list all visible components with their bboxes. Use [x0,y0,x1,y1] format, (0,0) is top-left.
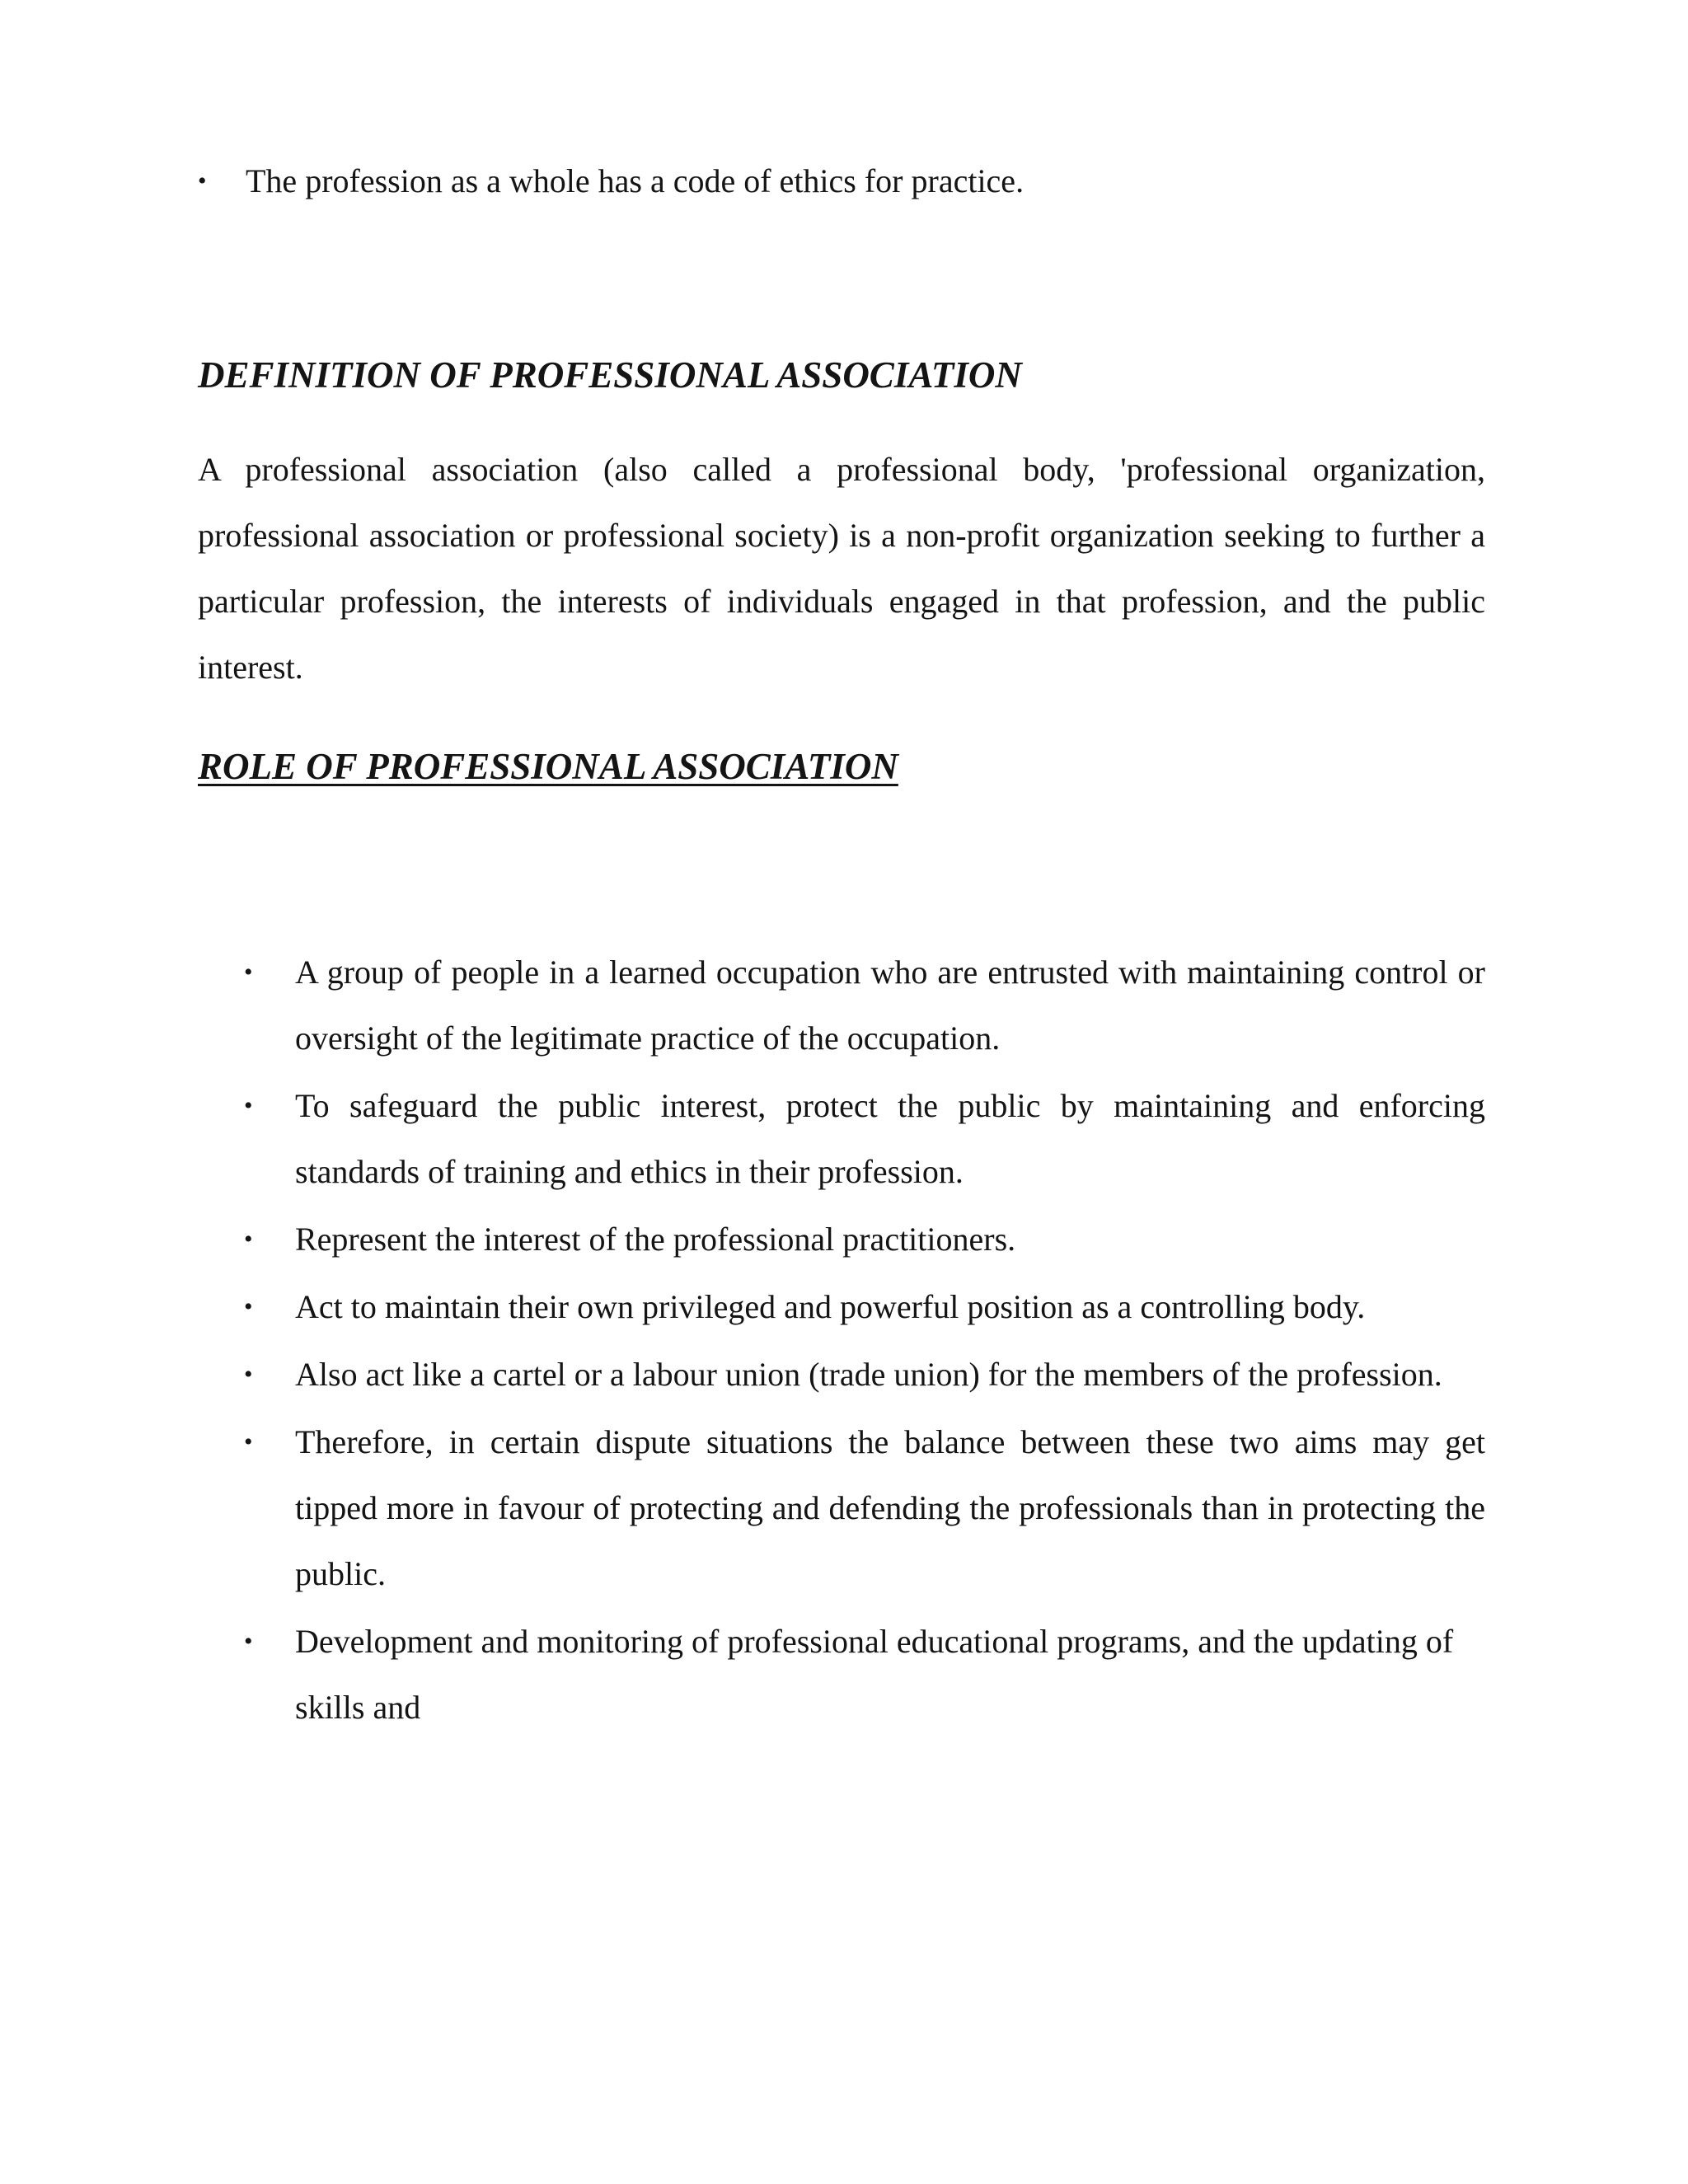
list-item-text: Act to maintain their own privileged and powerful position as a controlling body. [295,1288,1366,1325]
list-item-text: A group of people in a learned occupation who are entrusted with maintaining control or oversight of the legitimate practice of the occupation. [295,954,1485,1057]
list-item [244,1073,1485,1205]
bullet-icon: • [244,1226,253,1253]
list-item [244,1409,1485,1607]
list-item [244,1207,1485,1272]
intro-bullet-item [198,148,1485,214]
bullet-icon: • [244,1628,253,1655]
list-item [244,1274,1485,1340]
bullet-icon: • [244,1361,253,1388]
list-item-text: To safeguard the public interest, protect the public by maintaining and enforcing standards of training and ethics in their profession. [295,1087,1485,1190]
list-item-text: Represent the interest of the professional practitioners. [295,1221,1016,1258]
intro-bullet-text: The profession as a whole has a code of ethics for practice. [246,162,1025,199]
bullet-icon: • [244,1092,253,1119]
bullet-icon: • [198,167,207,194]
list-item [244,940,1485,1071]
bullet-icon: • [244,1428,253,1455]
bullet-icon: • [244,1293,253,1320]
list-item [244,1609,1485,1741]
list-item-text: Therefore, in certain dispute situations the balance between these two aims may get tipped more in favour of protecting and defending the professionals than in protecting the public. [295,1423,1485,1592]
list-item-text: Development and monitoring of professional educational programs, and the updating of skills and [295,1623,1454,1726]
list-item [244,1342,1485,1408]
role-heading: ROLE OF PROFESSIONAL ASSOCIATION [198,746,898,787]
list-item-text: Also act like a cartel or a labour union (trade union) for the members of the profession. [295,1356,1442,1393]
definition-heading: DEFINITION OF PROFESSIONAL ASSOCIATION [198,354,1022,396]
bullet-icon: • [244,958,253,986]
role-list [244,940,1485,1742]
definition-paragraph: A professional association (also called a professional body, 'professional organization, professional association or professional society) is a non-profit organization seeking to further a particular profession, the interests of individuals engaged in that profession, and the public interest. [198,451,1485,686]
